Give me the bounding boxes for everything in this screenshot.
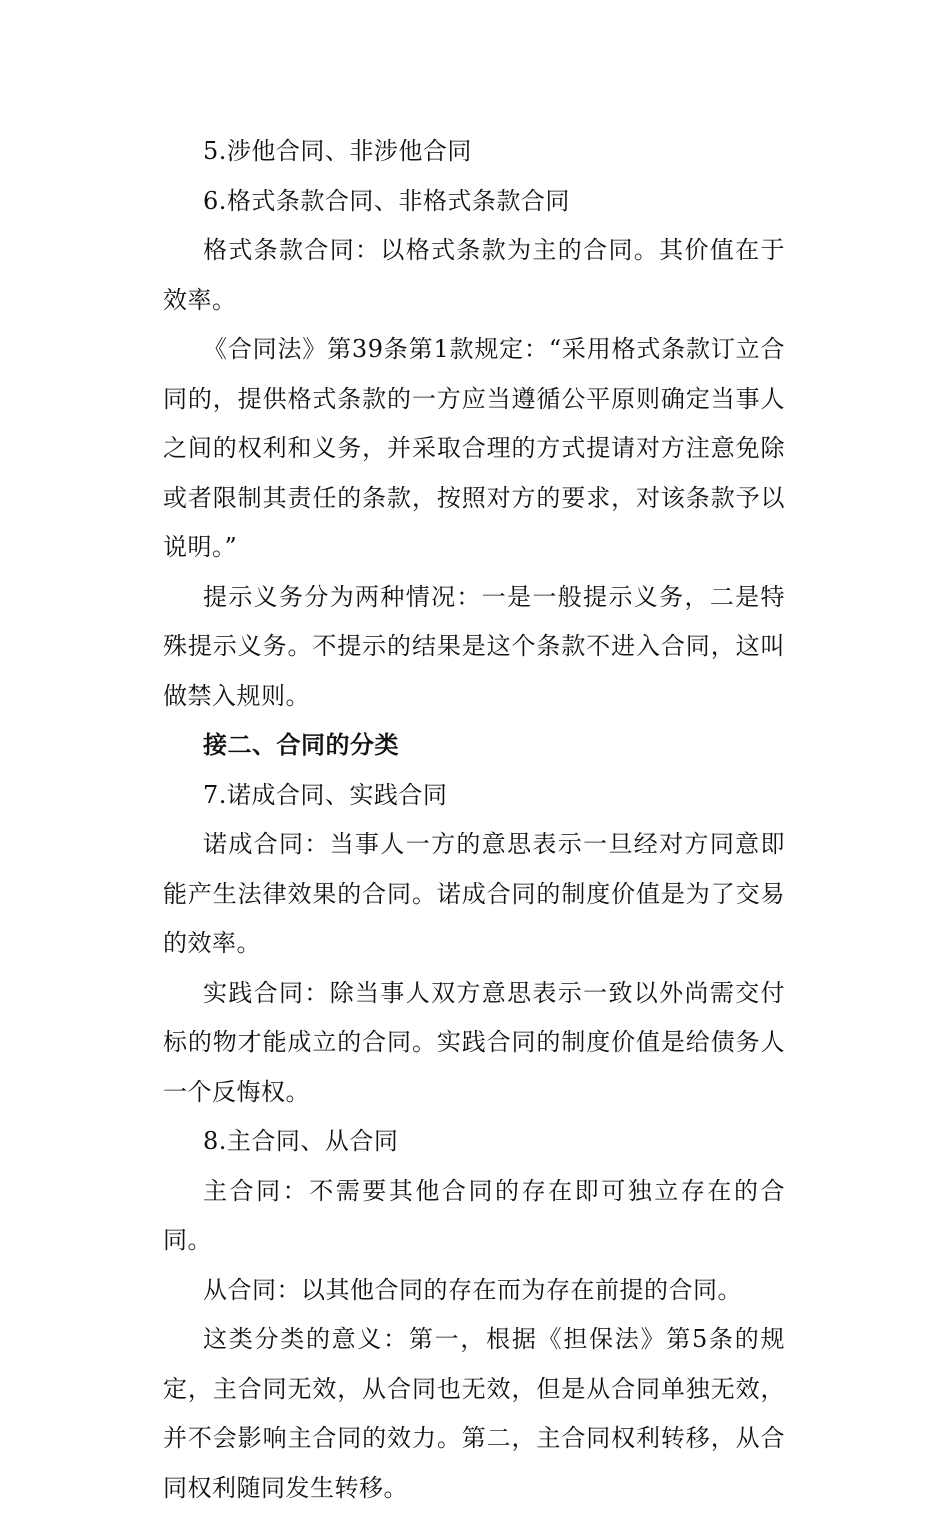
contract-law-article-39: 《合同法》第39条第1款规定：“采用格式条款订立合同的，提供格式条款的一方应当遵循公平原则确定当事人之间的权利和义务，并采取合理的方式提请对方注意免除或者限制其责任的条款，按照对方的要求，对该条款予以说明。” bbox=[163, 335, 785, 561]
notice-duty-paragraph: 提示义务分为两种情况：一是一般提示义务，二是特殊提示义务。不提示的结果是这个条款不进入合同，这叫做禁入规则。 bbox=[163, 582, 785, 710]
item-7-heading: 7.诺成合同、实践合同 bbox=[203, 780, 448, 809]
consensual-contract-paragraph: 诺成合同：当事人一方的意思表示一旦经对方同意即能产生法律效果的合同。诺成合同的制度价值是为了交易的效率。 bbox=[163, 830, 785, 957]
item-8-heading: 8.主合同、从合同 bbox=[203, 1127, 399, 1155]
item-6-heading: 6.格式条款合同、非格式条款合同 bbox=[203, 186, 570, 215]
item-5-heading: 5.涉他合同、非涉他合同 bbox=[203, 137, 472, 165]
real-contract-paragraph: 实践合同：除当事人双方意思表示一致以外尚需交付标的物才能成立的合同。实践合同的制度价值是给债务人一个反悔权。 bbox=[163, 978, 785, 1106]
accessory-contract-definition: 从合同：以其他合同的存在而为存在前提的合同。 bbox=[203, 1275, 742, 1304]
document-page bbox=[163, 127, 785, 1513]
format-contract-definition: 格式条款合同：以格式条款为主的合同。其价值在于效率。 bbox=[163, 236, 785, 314]
main-contract-definition: 主合同：不需要其他合同的存在即可独立存在的合同。 bbox=[163, 1176, 785, 1254]
classification-significance-paragraph: 这类分类的意义：第一，根据《担保法》第5条的规定，主合同无效，从合同也无效，但是从合同单独无效，并不会影响主合同的效力。第二，主合同权利转移，从合同权利随同发生转移。 bbox=[163, 1325, 785, 1502]
section-heading: 接二、合同的分类 bbox=[203, 731, 399, 759]
